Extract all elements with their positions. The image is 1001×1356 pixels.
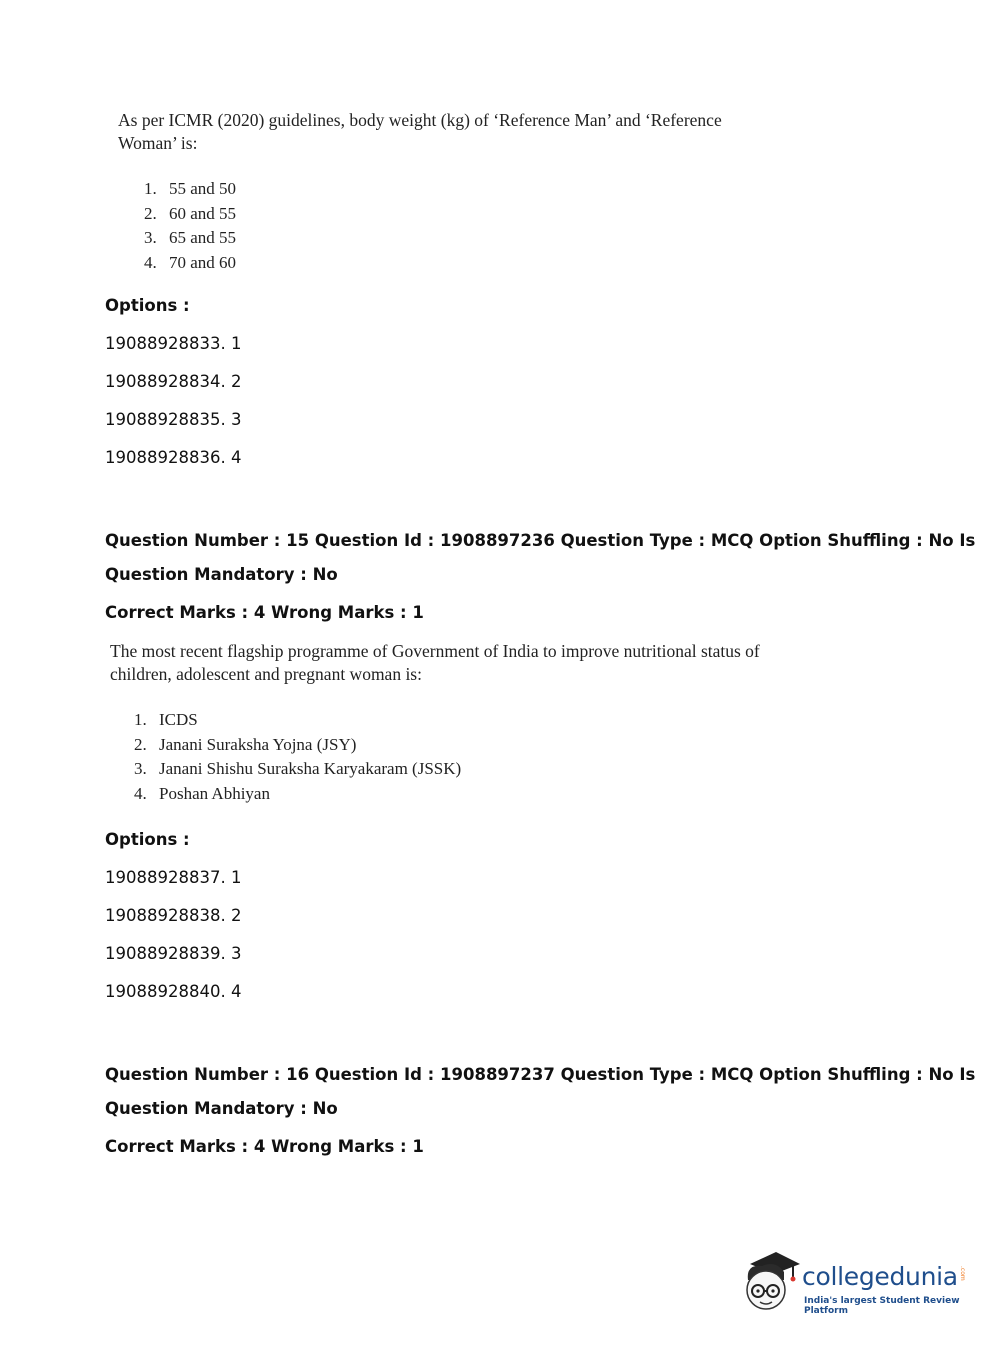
- question-header: Question Number : 15 Question Id : 1908897236 Question Type : MCQ Option Shuffling : No Is: [105, 531, 976, 550]
- question-14-choices: [144, 177, 904, 275]
- option-item: 19088928838. 2: [105, 906, 242, 925]
- question-stem-line: children, adolescent and pregnant woman is:: [110, 664, 422, 684]
- choice-item: 2. 60 and 55: [144, 203, 237, 223]
- marks-line: Correct Marks : 4 Wrong Marks : 1: [105, 603, 424, 622]
- choice-item: 2. Janani Suraksha Yojna (JSY): [134, 734, 357, 754]
- choice-item: 1. 55 and 50: [144, 179, 237, 198]
- choice-item: 4. Poshan Abhiyan: [134, 783, 270, 803]
- options-heading: Options :: [105, 296, 190, 315]
- mascot-icon: [742, 1250, 802, 1316]
- choice-item: 1. ICDS: [134, 710, 198, 729]
- option-item: 19088928833. 1: [105, 334, 242, 353]
- brand-name: collegedunia: [802, 1262, 958, 1291]
- option-item: 19088928839. 3: [105, 944, 242, 963]
- options-heading: Options :: [105, 830, 190, 849]
- question-header-continued: Question Mandatory : No: [105, 1099, 338, 1118]
- option-item: 19088928836. 4: [105, 448, 242, 467]
- question-header: Question Number : 16 Question Id : 1908897237 Question Type : MCQ Option Shuffling : No Is: [105, 1065, 976, 1084]
- choice-item: 4. 70 and 60: [144, 252, 237, 272]
- question-stem-line: Woman’ is:: [118, 133, 198, 153]
- question-15-stem: [110, 640, 870, 686]
- collegedunia-logo: [742, 1250, 972, 1320]
- option-item: 19088928840. 4: [105, 982, 242, 1001]
- choice-item: 3. Janani Shishu Suraksha Karyakaram (JSSK): [134, 759, 462, 778]
- option-item: 19088928834. 2: [105, 372, 242, 391]
- question-15-choices: [134, 708, 894, 806]
- question-stem-line: As per ICMR (2020) guidelines, body weight (kg) of ‘Reference Man’ and ‘Reference: [118, 110, 722, 130]
- option-item: 19088928837. 1: [105, 868, 242, 887]
- question-14-stem: [118, 109, 878, 155]
- question-stem-line: The most recent flagship programme of Government of India to improve nutritional status of: [110, 641, 760, 661]
- brand-suffix: .com: [959, 1266, 966, 1281]
- question-header-continued: Question Mandatory : No: [105, 565, 338, 584]
- brand-tagline: India's largest Student Review Platform: [804, 1296, 960, 1316]
- marks-line: Correct Marks : 4 Wrong Marks : 1: [105, 1137, 424, 1156]
- option-item: 19088928835. 3: [105, 410, 242, 429]
- choice-item: 3. 65 and 55: [144, 228, 237, 247]
